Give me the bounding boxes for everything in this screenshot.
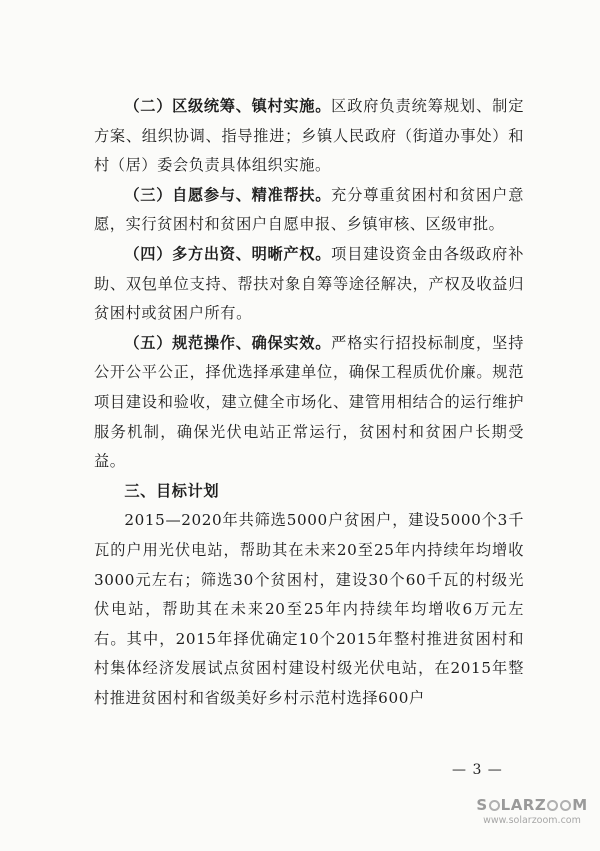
section-paragraph: 2015—2020年共筛选5000户贫困户，建设5000个3千瓦的户用光伏电站，帮助其在未来20至25年内持续年均增收3000元左右；筛选30个贫困村，建设30个60千瓦的村级光伏电站，帮助其在未来20至25年内持续年均增收6万元左右。其中，2015年择优确定10个2015年整村推进贫困村和村集体经济发展试点贫困村建设村级光伏电站，在2015年整村推进贫困村和省级美好乡村示范村选择600户 bbox=[94, 511, 524, 707]
sun-icon bbox=[560, 800, 571, 811]
watermark-brand-start: S bbox=[476, 796, 488, 814]
paragraph-3-body: 充分尊重贫困村和贫困户意愿，实行贫困村和贫困户自愿申报、乡镇审核、区级审批。 bbox=[94, 185, 525, 234]
watermark-logo bbox=[470, 796, 594, 814]
watermark-brand-middle: LARZ bbox=[500, 796, 547, 814]
watermark bbox=[470, 796, 594, 826]
section-heading: 三、目标计划 bbox=[124, 481, 220, 500]
paragraph-4-lead: （四）多方出资、明晰产权。 bbox=[124, 244, 332, 263]
paragraph-5-body: 严格实行招投标制度，坚持公开公平公正，择优选择承建单位，确保工程质优价廉。规范项目建设和验收，建立健全市场化、建管用相结合的运行维护服务机制，确保光伏电站正常运行，贫困村和贫困户长期受益。 bbox=[94, 333, 525, 471]
sun-icon bbox=[547, 800, 558, 811]
page-number: — 3 — bbox=[452, 762, 503, 778]
paragraph-2 bbox=[94, 92, 524, 181]
paragraph-4-body: 项目建设资金由各级政府补助、双包单位支持、帮扶对象自筹等途径解决，产权及收益归贫困村或贫困户所有。 bbox=[94, 244, 525, 323]
paragraph-2-body: 区政府负责统筹规划、制定方案、组织协调、指导推进；乡镇人民政府（街道办事处）和村（居）委会负责具体组织实施。 bbox=[94, 97, 525, 175]
paragraph-3 bbox=[94, 181, 524, 240]
watermark-brand-end: M bbox=[572, 796, 588, 814]
paragraph-4 bbox=[94, 240, 524, 329]
paragraph-5-lead: （五）规范操作、确保实效。 bbox=[124, 333, 332, 352]
paragraph-3-lead: （三）自愿参与、精准帮扶。 bbox=[124, 185, 332, 204]
paragraph-5 bbox=[94, 329, 524, 477]
watermark-url: www.solarzoom.com bbox=[483, 815, 581, 826]
sun-icon bbox=[489, 800, 500, 811]
document-body bbox=[94, 92, 524, 713]
paragraph-2-lead: （二）区级统筹、镇村实施。 bbox=[124, 97, 332, 115]
